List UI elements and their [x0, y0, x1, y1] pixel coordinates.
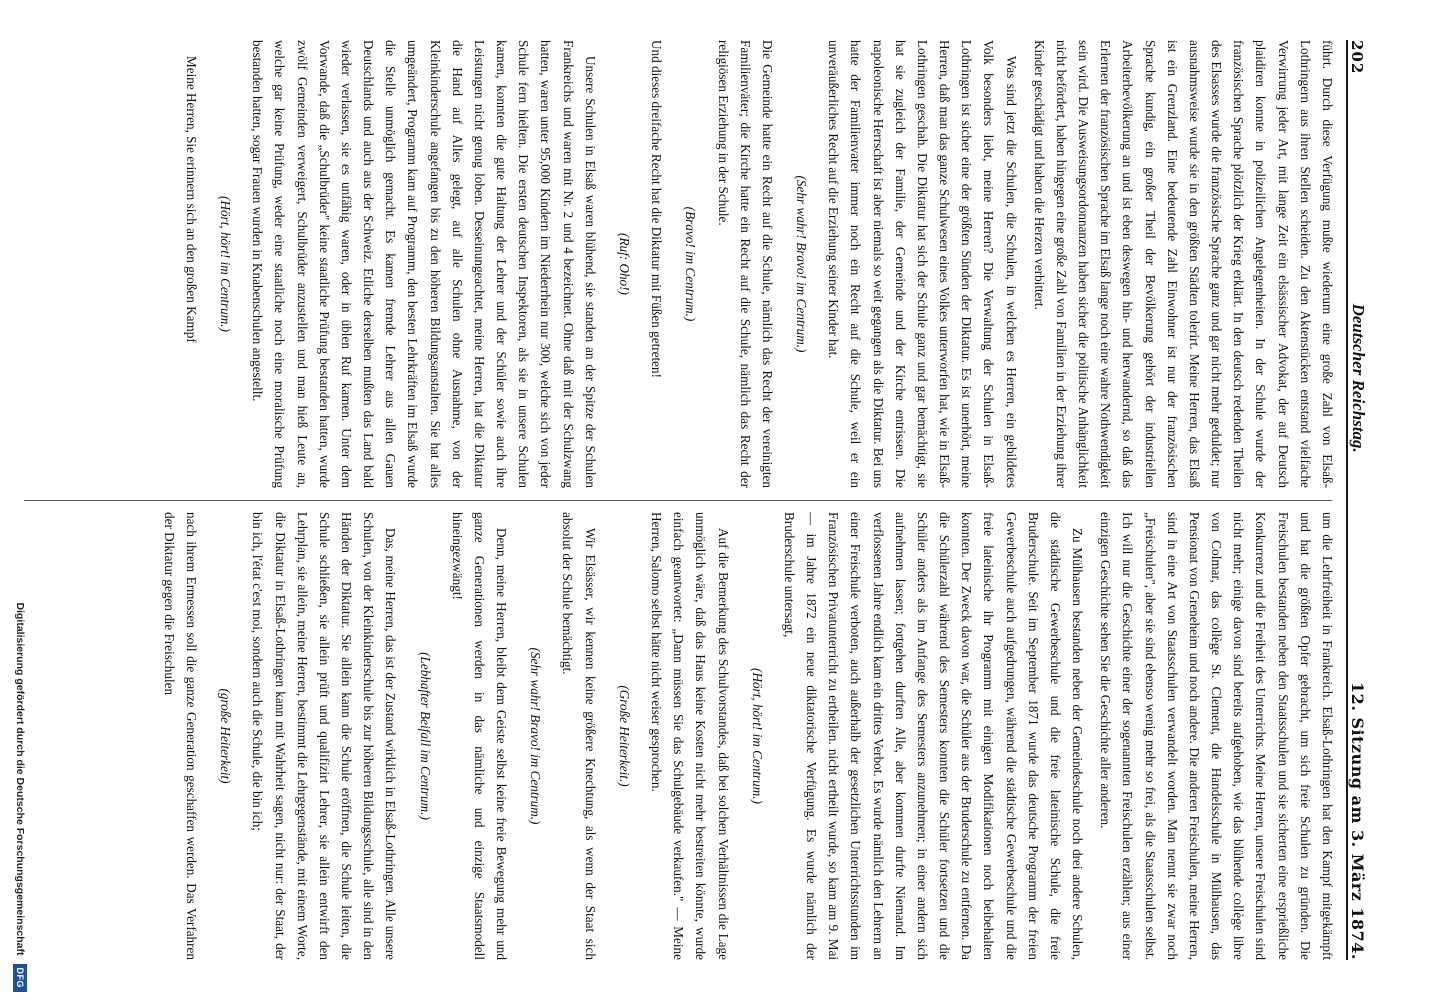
left-text-column	[20, 40, 1338, 488]
page-number: 202	[1348, 40, 1366, 75]
paragraph: Meine Herren, Sie erinnern sich an den großen Kampf	[183, 56, 199, 343]
paragraph: Unsere Schulen in Elsaß waren blühend, sie standen an der Spitze der Schulen Frankreichs und waren mit Nr. 2 und 4 bezeichnet. Ohne daß mit der Schulzwang hatten, waren unter 95,000 Kindern im Niederrhein nur 300, welche sich von jeder Schule fern hielten. Die ersten deutschen Inspektoren, als sie in unsere Schulen kamen, konnten die gute Haltung der Lehrer und der Schüler sowie auch ihre Leistungen nicht genug loben. Desseinungeachtet, meine Herren, hat die Diktatur die Hand auf Alles gelegt, auf alle Schulen ohne Ausnahme, von der Kleinkinderschule angefangen bis zu den höheren Bildungsanstalten. Sie hat alles umgeändert, Programm kam auf Programm, den besten Lehrkräften im Elsaß wurde die Stelle unmöglich gemacht. Es kamen fremde Lehrer aus allen Gauen Deutschlands und auch aus der Schweiz. Etliche derselben mußten das Land bald wieder verlassen, sie es unfähig waren, oder in üblen Ruf kamen. Unter dem Vorwande, daß die „Schulbrüder" keine staatliche Prüfung bestanden hatten, wurde zwölf Gemeinden verweigert, Schulbrüder anzustellen und man hieß Leute an, welche gar keine Prüfung, weder eine staatliche noch eine moralische Prüfung bestanden hatten, sogar Frauen wurden in Knabenschulen angestellt.	[250, 40, 598, 488]
paragraph: Zu Mülhausen bestanden neben der Gemeindeschule noch drei andere Schulen, die städtische Gewerbeschule und die freie lateinische Schule, die freie Bruderschule. Seit im September 1871 wurde das deutsche Programm der freien Gewerbeschule auch aufgedrungen, während die städtische Gewerbeschule und die freie lateinische ihr Programm mit einigen Modifikationen noch beibehalten konnten. Der Zweck davon war, die Schüler aus der Bruderschule zu entfernen. Da die Schülerzahl während des Semesters konnten die Schüler fortsetzen und die Schüler anders als im Anfange des Semesters anzunehmen; in einer andern sich aufnehmen lassen; fortgehen durften Alle, aber kommen durfte Niemand. Im verflossenen Jahre endlich kam ein drittes Verbot. Es wurde nämlich den Lehrern an einer Freischule verboten, auch außerhalb der gesetzlichen Unterrichtsstunden im Französischen Privatunterricht zu ertheilen. nicht ertheilt wurde, so kam am 9. Mai — im Jahre 1872 ein neue diktatorische Verfügung. Es wurde nämlich der Bruderschule untersagt,	[781, 512, 1086, 960]
interjection: (Lebhafter Beifall im Centrum.)	[417, 652, 433, 820]
paragraph: Und dieses dreifache Recht hat die Diktatur mit Füßen getreten!	[649, 40, 665, 379]
digitization-footer	[8, 0, 32, 1000]
right-text-column	[20, 512, 1338, 960]
interjection: (Sehr wahr! Bravo! im Centrum.)	[528, 647, 544, 825]
paragraph: um die Lehrfreiheit in Frankreich. Elsaß-Lothringen hat den Kampf mitgekämpft und hat die größten Opfer gebracht, um sich freie Schulen zu gründen. Die Freischulen bestanden neben den Staatsschulen und sie sicherten eine ersprießliche Konkurrenz und die Freiheit des Unterrichts. Meine Herren, unsere Freischulen sind nicht mehr; einige davon sind bereits aufgehoben, wie das blühende collège libre von Colmar, das collège St. Clement, die Handelsschule in Mülhausen, das Pensionat von Greneheim und noch andere. Die anderen Freischulen, meine Herren, sind in eine Art von Staatsschulen verwandelt worden. Man nennt sie zwar noch „Freischulen", aber sie sind ebenso wenig mehr so frei, als die Staatsschulen selbst. Ich will nur die Geschichte einer der sogenannten Freischulen erzählen; aus einer einzigen Geschichte sehen Sie die Geschichte aller anderen.	[1098, 512, 1335, 960]
paragraph: Denn, meine Herren, bleibt dem Geiste selbst keine freie Bewegung mehr und ganze Generationen werden in das nämliche und einzige Staatsmodell hineingezwängt!	[449, 512, 510, 960]
interjection: (Hört, hört! im Centrum.)	[218, 196, 234, 332]
session-title: 12. Sitzung am 3. März 1874.	[1348, 682, 1367, 960]
interjection: (Bravo! im Centrum.)	[683, 206, 699, 322]
journal-title: Deutscher Reichstag.	[1349, 303, 1368, 453]
paragraph: Was sind jetzt die Schulen, die Schulen, in welchen es Herren, ein gebildetes Volk besonders liebt, meine Herren? Die Verwaltung der Schulen in Elsaß-Lothringen ist sicher eine der größten Sünden der Diktatur. Es ist unerhört, meine Herren, daß man das ganze Schulwesen eines Volkes unterworfen hat, wie in Elsaß-Lothringen geschah. Die Diktatur hat sich der Schule ganz und gar bemächtigt, sie hat sie zugleich der Familie, der Gemeinde und der Kirche entrissen. Die napoleonische Herrschaft ist aber niemals so weit gegangen als die Diktatur. Bei uns hatte der Familienvater immer noch ein Recht auf die Schule, weil er ein unveräußerliches Recht auf die Erziehung seiner Kinder hat.	[826, 40, 1019, 488]
interjection: (große Heiterkeit)	[218, 688, 234, 784]
column-divider	[24, 500, 1332, 501]
paragraph: führt. Durch diese Verfügung mußte wiederum eine große Zahl von Elsaß-Lothringern aus ihren Stellen scheiden. Zu den Aktenstücken entstand vielfache Verwirrung jeder Art, mit lange Zeit ein elsässischer Advokat, der auf Deutsch plaidiren konnte in polizeilichen Angelegenheiten. In der Schule wurde der französischen Sprache plötzlich der Krieg erklärt. In den deutsch redenden Theilen des Elsasses wurde die französische Sprache ganz und gar nicht mehr geduldet; nur ausnahmsweise wurde sie in den größten Städten tolerirt. Meine Herren, das Elsaß ist ein Grenzland. Eine bedeutende Zahl Einwohner ist nur der französischen Sprache kundig, ein großer Theil der Bevölkerung gehört der industriellen Arbeiterbevölkerung an und ist eben deswegen hin- und herwandernd, so daß das Erlernen der französischen Sprache im Elsaß lange noch eine wahre Nothwendigkeit sein wird. Die Ausweisungsordonnanzen haben sicher die politische Anhänglichkeit nicht befördert, haben hingegen eine große Zahl von Familien in der Erziehung ihrer Kinder geschädigt und haben die Herzen verbittert.	[1031, 40, 1335, 488]
paragraph: nach ihrem Ermessen soll die ganze Generation geschaffen werden. Das Verfahren der Diktatur gegen die Freischulen	[161, 512, 200, 960]
paragraph: Das, meine Herren, das ist der Zustand wirklich in Elsaß-Lothringen. Alle unsere Schulen, von der Kleinkinderschule bis zur höheren Bildungsschule, alle sind in den Händen der Diktatur. Sie allein kann die Schule eröffnen, die Schule leiten, die Schule schließen, sie allein prüft und qualifizirt Lehrer, sie allein entwirft den Lehrplan, sie allein, meine Herren, bestimmt die Lehrgegenstände, mit einem Worte, die Diktatur in Elsaß-Lothringen kann mit Wahrheit sagen, nicht nur: der Staat, der bin ich, l'état c'est moi, sondern auch die Schule, die bin ich;	[250, 512, 399, 960]
paragraph: Auf die Bemerkung des Schulvorstandes, daß bei solchen Verhältnissen die Lage unmöglich wäre, daß das Haus keine Kosten nicht mehr bestreiten könnte, wurde einfach geantwortet: „Dann müssen Sie das Schulgebäude verkaufen." — Meine Herren, Salomo selbst hätte nicht weiser gesprochen.	[649, 512, 731, 960]
paragraph: Die Gemeinde hatte ein Recht auf die Schule, nämlich das Recht der vereinigten Familienväter; die Kirche hatte ein Recht auf die Schule, nämlich das Recht der religiösen Erziehung in der Schule.	[715, 40, 775, 488]
interjection: (Sehr wahr! Bravo! im Centrum.)	[794, 175, 810, 353]
paragraph: Wir Elsässer, wir kennen keine größere Knechtung, als wenn der Staat sich absolut der Schule bemächtigt.	[560, 512, 598, 960]
interjection: (Ruf: Oho!)	[617, 233, 633, 295]
running-header	[1346, 40, 1408, 960]
dfg-logo: DFG	[13, 964, 27, 993]
interjection: (Große Heiterkeit.)	[616, 685, 632, 787]
digitization-note-text: Digitalisierung gefördert durch die Deutsche Forschungsgemeinschaft	[14, 602, 26, 956]
interjection: (Hört, hört! im Centrum.)	[749, 668, 765, 804]
